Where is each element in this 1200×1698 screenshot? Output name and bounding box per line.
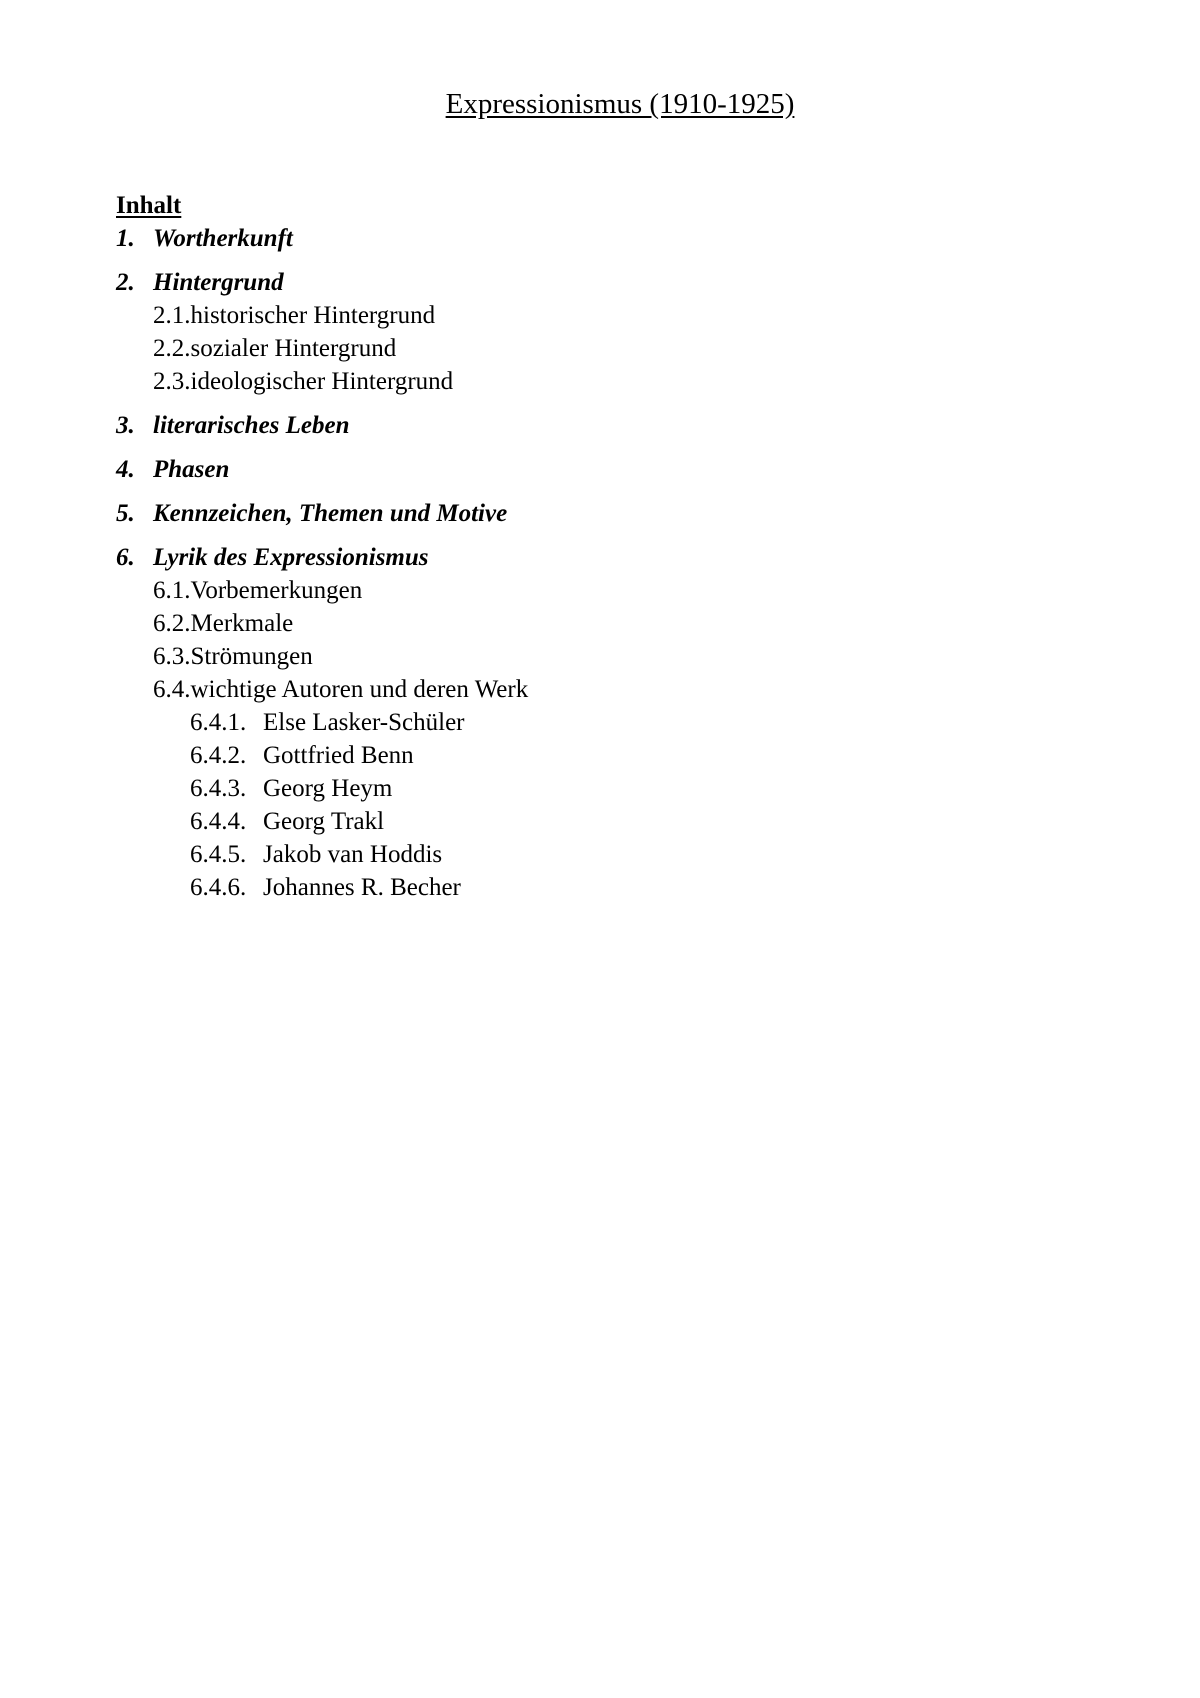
author-entry-label: Gottfried Benn bbox=[263, 742, 414, 769]
table-of-contents bbox=[116, 190, 1016, 904]
section-number: 2. bbox=[116, 269, 135, 296]
subsection-number: 2.1. bbox=[153, 302, 191, 329]
subsection-label: historischer Hintergrund bbox=[190, 302, 436, 329]
toc-author-entry bbox=[116, 772, 1016, 805]
subsection-label: wichtige Autoren und deren Werk bbox=[190, 676, 529, 703]
author-entry-label: Johannes R. Becher bbox=[263, 874, 461, 901]
toc-section-5 bbox=[116, 497, 1016, 530]
section-label: Phasen bbox=[153, 456, 230, 483]
author-entry-number: 6.4.4. bbox=[190, 808, 247, 835]
author-entry-number: 6.4.1. bbox=[190, 709, 247, 736]
toc-section-6 bbox=[116, 541, 1016, 574]
subsection-number: 6.3. bbox=[153, 643, 191, 670]
section-label: Lyrik des Expressionismus bbox=[153, 544, 429, 571]
subsection-label: ideologischer Hintergrund bbox=[190, 368, 454, 395]
section-number: 3. bbox=[116, 412, 135, 439]
section-label: literarisches Leben bbox=[153, 412, 350, 439]
section-number: 4. bbox=[116, 456, 135, 483]
toc-author-entry bbox=[116, 739, 1016, 772]
subsection-number: 6.1. bbox=[153, 577, 191, 604]
author-entry-number: 6.4.6. bbox=[190, 874, 247, 901]
author-entry-label: Georg Trakl bbox=[263, 808, 385, 835]
document-title: Expressionismus (1910-1925) bbox=[445, 88, 795, 120]
section-label: Wortherkunft bbox=[153, 225, 293, 252]
author-entry-label: Georg Heym bbox=[263, 775, 393, 802]
subsection-number: 6.2. bbox=[153, 610, 191, 637]
toc-author-entry bbox=[116, 805, 1016, 838]
author-entry-label: Jakob van Hoddis bbox=[263, 841, 443, 868]
toc-section-3 bbox=[116, 409, 1016, 442]
toc-author-entry bbox=[116, 838, 1016, 871]
subsection-number: 6.4. bbox=[153, 676, 191, 703]
subsection-label: Vorbemerkungen bbox=[190, 577, 363, 604]
toc-subsection bbox=[116, 332, 1016, 365]
section-number: 1. bbox=[116, 225, 135, 252]
toc-author-entry bbox=[116, 706, 1016, 739]
toc-section-2 bbox=[116, 266, 1016, 299]
section-label: Kennzeichen, Themen und Motive bbox=[153, 500, 508, 527]
subsection-number: 2.2. bbox=[153, 335, 191, 362]
toc-subsection bbox=[116, 607, 1016, 640]
subsection-number: 2.3. bbox=[153, 368, 191, 395]
section-label: Hintergrund bbox=[153, 269, 284, 296]
toc-section-1 bbox=[116, 222, 1016, 255]
subsection-label: Strömungen bbox=[190, 643, 313, 670]
toc-subsection bbox=[116, 365, 1016, 398]
subsection-label: Merkmale bbox=[190, 610, 294, 637]
author-entry-number: 6.4.3. bbox=[190, 775, 247, 802]
author-entry-number: 6.4.5. bbox=[190, 841, 247, 868]
toc-subsection bbox=[116, 299, 1016, 332]
author-entry-label: Else Lasker-Schüler bbox=[263, 709, 465, 736]
toc-subsection bbox=[116, 673, 1016, 706]
toc-section-4 bbox=[116, 453, 1016, 486]
subsection-label: sozialer Hintergrund bbox=[190, 335, 397, 362]
author-entry-number: 6.4.2. bbox=[190, 742, 247, 769]
toc-author-entry bbox=[116, 871, 1016, 904]
section-number: 6. bbox=[116, 544, 135, 571]
toc-subsection bbox=[116, 574, 1016, 607]
toc-heading: Inhalt bbox=[116, 192, 182, 219]
section-number: 5. bbox=[116, 500, 135, 527]
toc-subsection bbox=[116, 640, 1016, 673]
